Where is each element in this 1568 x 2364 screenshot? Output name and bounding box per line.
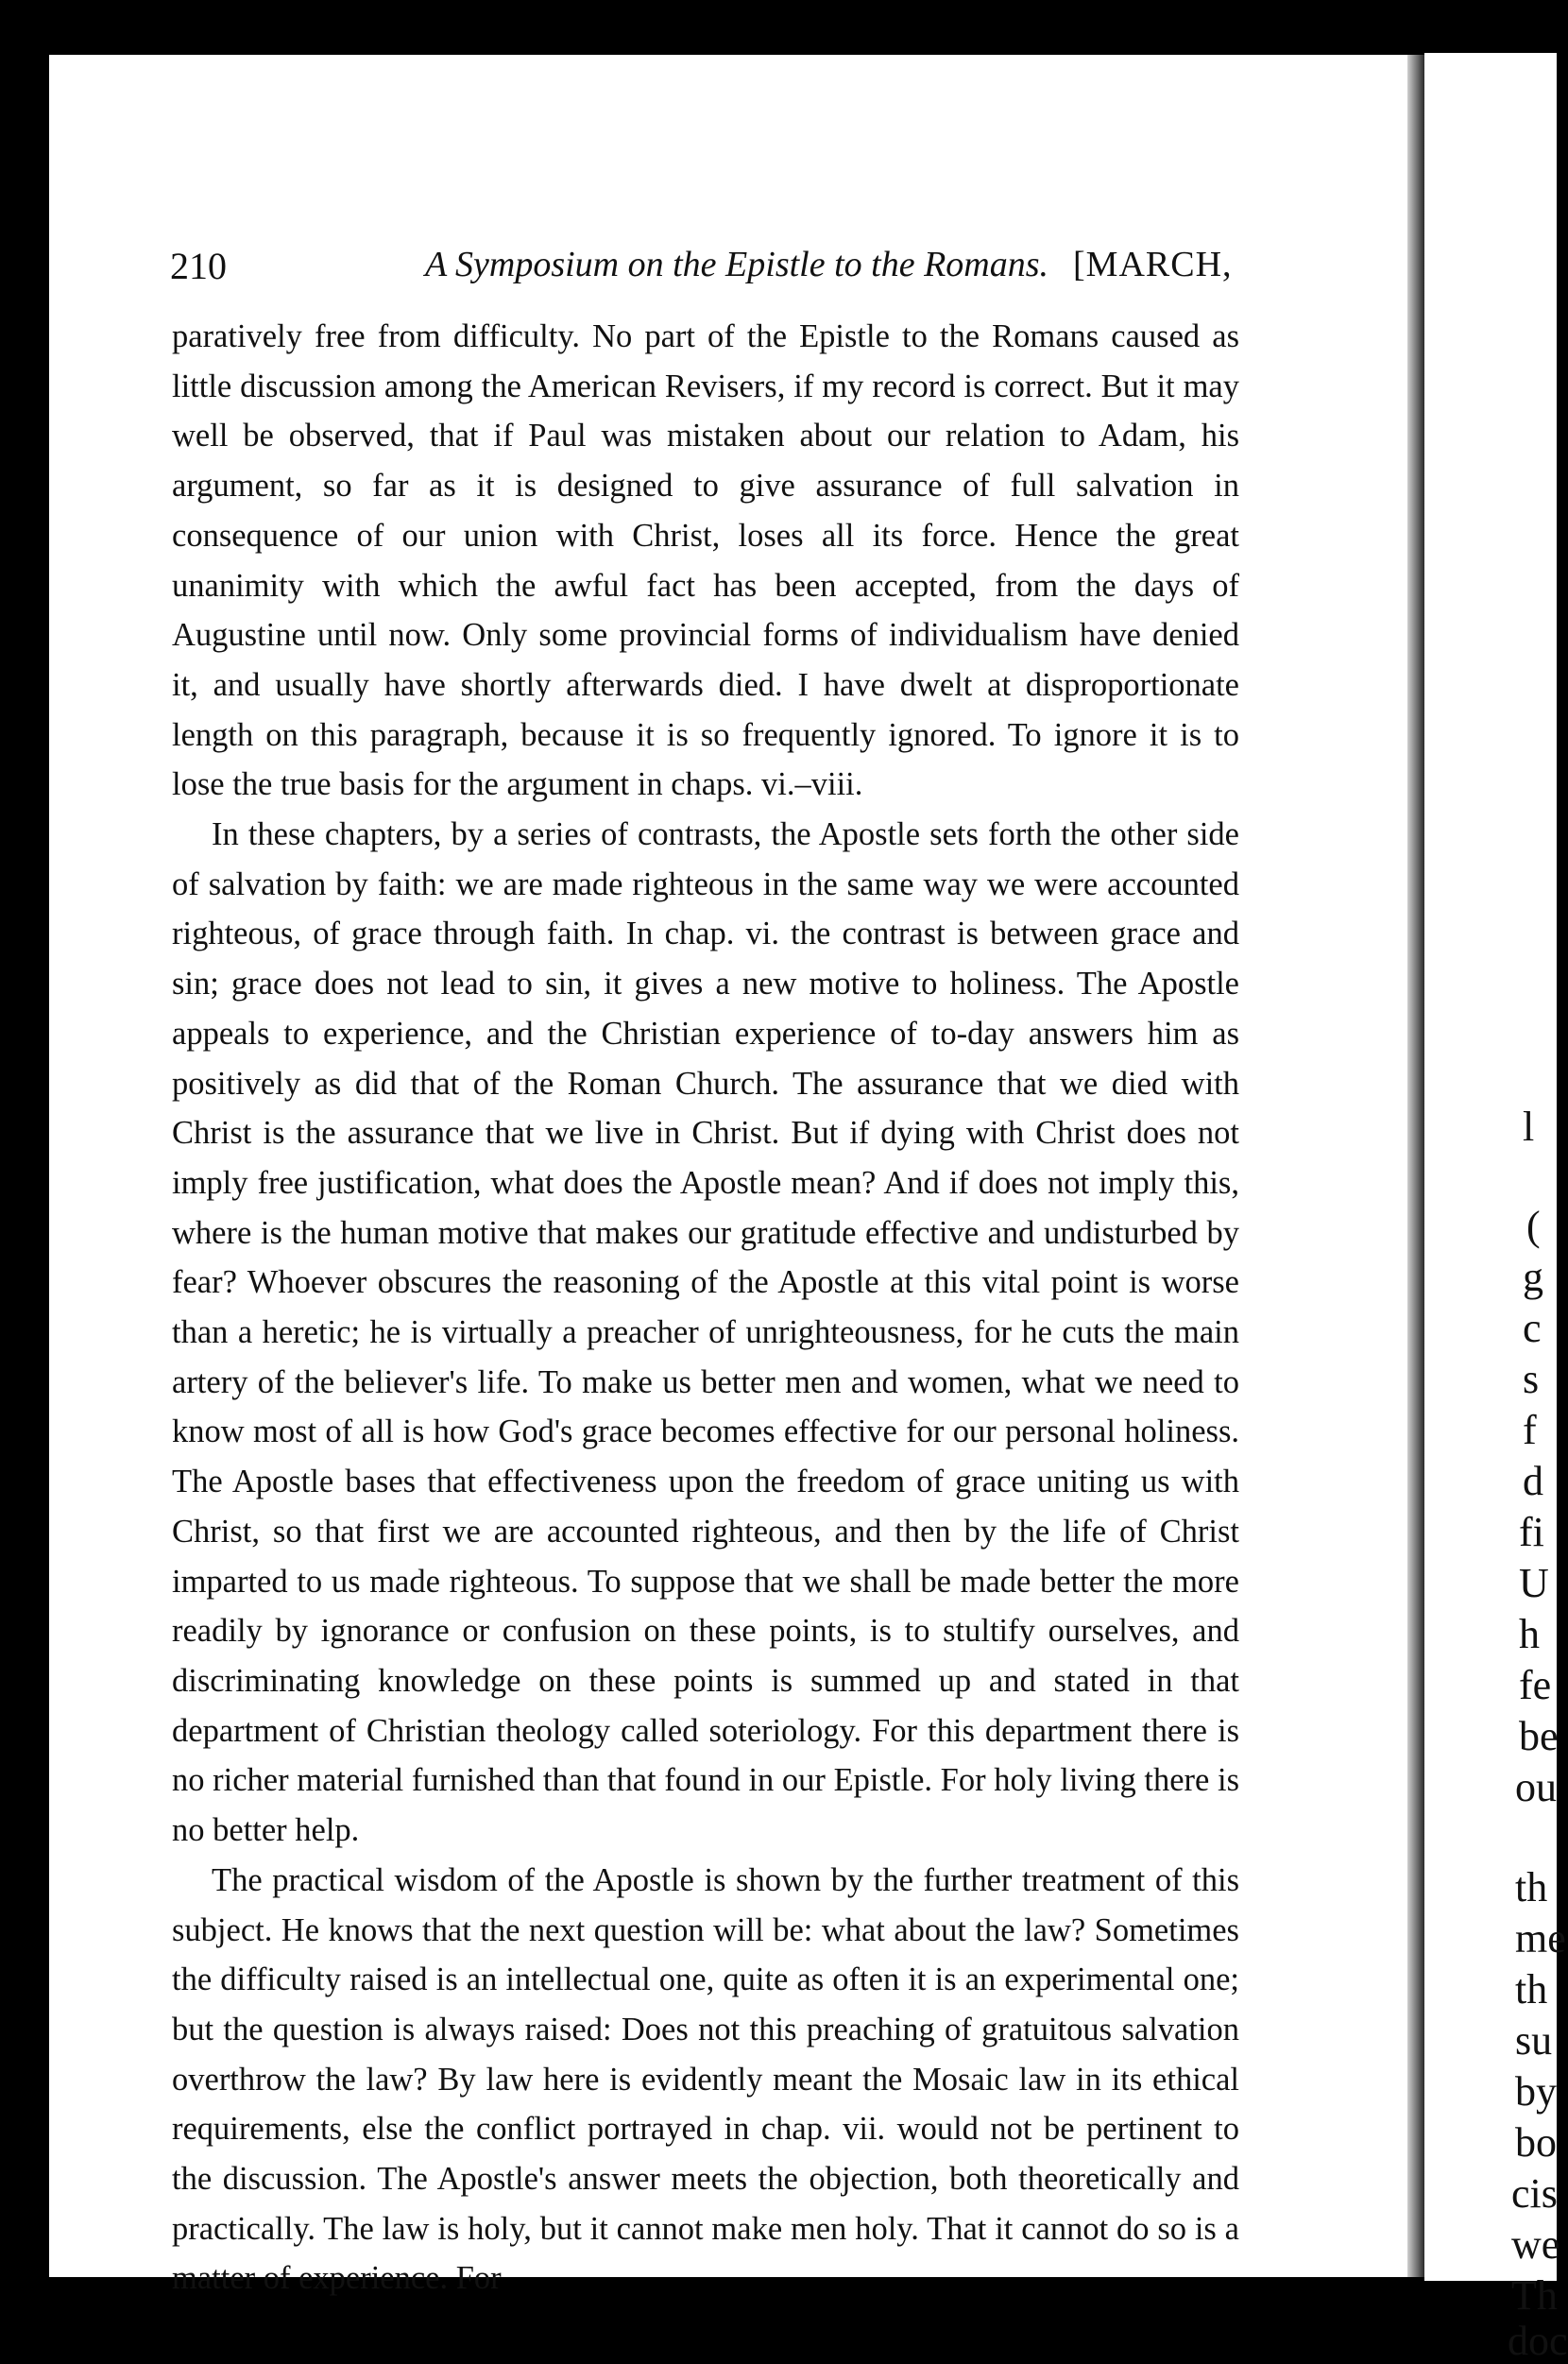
adjacent-fragment: U <box>1519 1560 1549 1606</box>
adjacent-fragment: h <box>1519 1611 1540 1657</box>
page-header <box>123 244 1233 297</box>
adjacent-fragment: bo <box>1515 2119 1557 2166</box>
adjacent-fragment: fe <box>1519 1662 1552 1708</box>
adjacent-fragment: fi <box>1519 1509 1544 1555</box>
adjacent-fragment: ( <box>1526 1203 1541 1249</box>
running-title: A Symposium on the Epistle to the Romans. <box>425 245 1049 284</box>
adjacent-fragment: su <box>1515 2017 1553 2064</box>
header-date: [MARCH, <box>1073 245 1233 284</box>
adjacent-fragment: ou <box>1515 1764 1557 1810</box>
adjacent-fragment: th <box>1515 1966 1548 2013</box>
adjacent-fragment: cis <box>1511 2170 1558 2217</box>
adjacent-fragment: Th <box>1511 2272 1558 2319</box>
page-number: 210 <box>170 245 227 287</box>
adjacent-fragment: th <box>1515 1864 1548 1910</box>
paragraph-2: In these chapters, by a series of contrasts, the Apostle sets forth the other side of salvation by faith: we are made righteous in the same way we were accounted righteous, of grace through faith. In chap. vi. the contrast is between grace and sin; grace does not lead to sin, it gives a new motive to holiness. The Apostle appeals to experience, and the Christian experience of to-day answers him as positively as did that of the Roman Church. The assurance that we died with Christ is the assurance that we live in Christ. But if dying with Christ does not imply free justification, what does the Apostle mean? And if does not imply this, where is the human motive that makes our gratitude effective and undisturbed by fear? Whoever obscures the reasoning of the Apostle at this vital point is worse than a heretic; he is virtually a preacher of unrighteousness, for he cuts the main artery of the believer's life. To make us better men and women, what we need to know most of all is how God's grace becomes effective for our personal holiness. The Apostle bases that effectiveness upon the freedom of grace uniting us with Christ, so that first we are accounted righteous, and then by the life of Christ imparted to us made righteous. To suppose that we shall be made better the more readily by ignorance or confusion on these points, is to stultify ourselves, and discriminating knowledge on these points is summed up and stated in that department of Christian theology called soteriology. For this department there is no richer material furnished than that found in our Epistle. For holy living there is no better help. <box>172 816 1239 1849</box>
paragraph-3: The practical wisdom of the Apostle is shown by the further treatment of this subject. He knows that the next question will be: what about the law? Sometimes the difficulty raised is an intellectual one, quite as often it is an experimental one; but the question is always raised: Does not this preaching of gratuitous salvation overthrow the law? By law here is evidently meant the Mosaic law in its ethical requirements, else the conflict portrayed in chap. vii. would not be pertinent to the discussion. The Apostle's answer meets the objection, both theoretically and practically. The law is holy, but it cannot make men holy. That it cannot do so is a matter of experience. For <box>172 1861 1239 2297</box>
spine-shadow <box>1407 55 1424 2277</box>
adjacent-fragment: d <box>1523 1458 1543 1504</box>
adjacent-fragment: c <box>1523 1305 1542 1351</box>
adjacent-page-edge <box>1424 53 1568 2364</box>
adjacent-fragment: we <box>1511 2221 1560 2268</box>
adjacent-fragment: s <box>1523 1356 1540 1402</box>
adjacent-fragment: me <box>1515 1915 1566 1961</box>
adjacent-fragment: g <box>1523 1254 1543 1300</box>
adjacent-fragment: l <box>1523 1104 1535 1150</box>
adjacent-fragment: be <box>1519 1713 1559 1759</box>
adjacent-fragment: f <box>1523 1407 1537 1453</box>
adjacent-fragment: by <box>1515 2068 1557 2115</box>
body-text <box>172 312 1239 2304</box>
adjacent-fragment: doc <box>1508 2318 1568 2364</box>
paragraph-1: paratively free from difficulty. No part of the Epistle to the Romans caused as little discussion among the American Revisers, if my record is correct. But it may well be observed, that if Paul was mistaken about our relation to Adam, his argument, so far as it is designed to give assurance of full salvation in consequence of our union with Christ, loses all its force. Hence the great unanimity with which the awful fact has been accepted, from the days of Augustine until now. Only some provincial forms of individualism have denied it, and usually have shortly afterwards died. I have dwelt at disproportionate length on this paragraph, because it is so frequently ignored. To ignore it is to lose the true basis for the argument in chaps. vi.–viii. <box>172 318 1239 803</box>
